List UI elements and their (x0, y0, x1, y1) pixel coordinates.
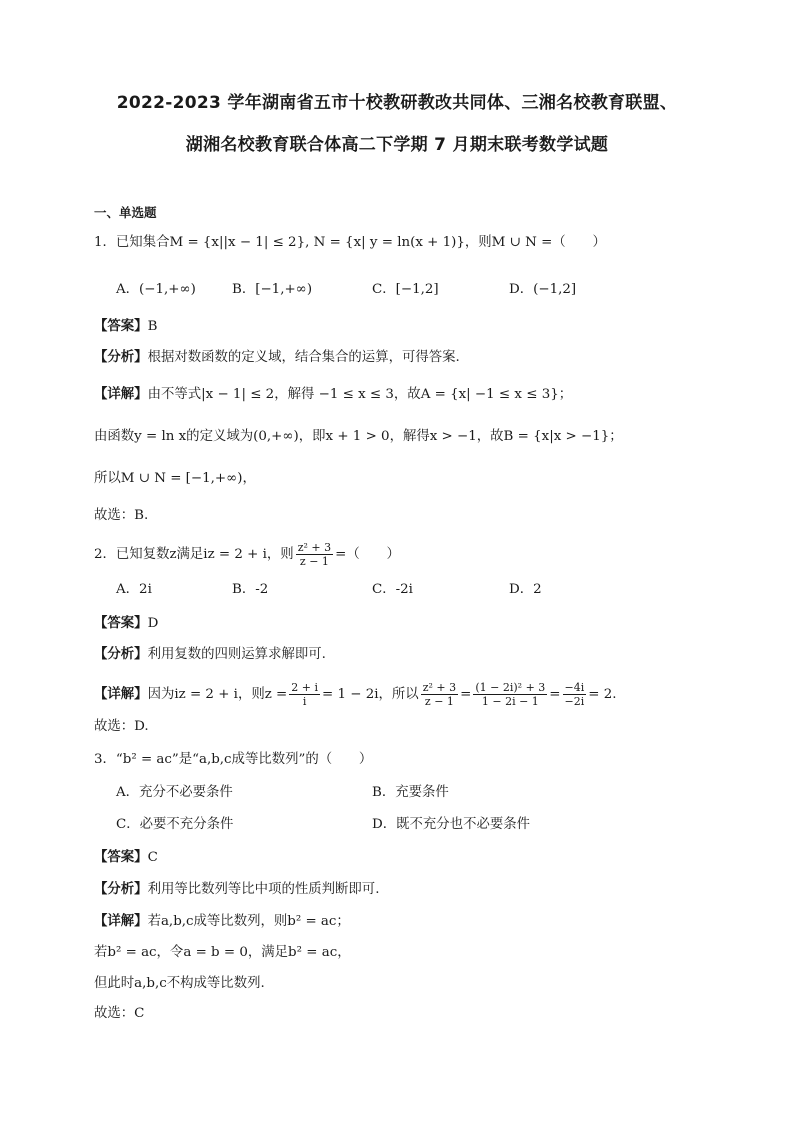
q3-answer (94, 849, 158, 867)
q3-detail-1 (94, 913, 350, 931)
detail-tag: 【详解】 (94, 687, 148, 702)
answer-value: D (147, 616, 159, 631)
q3-option-c: C．必要不充分条件 (116, 817, 234, 832)
section-heading: 一、单选题 (94, 205, 157, 220)
detail-tag: 【详解】 (94, 914, 148, 929)
document-title-line-2: 湖湘名校教育联合体高二下学期 7 月期末联考数学试题 (185, 135, 609, 155)
q3-detail-2: 若b² = ac，令a = b = 0，满足b² = ac， (94, 945, 351, 960)
analysis-tag: 【分析】 (94, 350, 148, 365)
detail-pre: 因为iz = 2 + i，则z = (147, 687, 288, 702)
q1-detail-1 (94, 386, 572, 404)
fraction-numerator: 2 + i (291, 681, 318, 694)
q1-detail-3: 所以M ∪ N = [−1,+∞)， (94, 471, 256, 486)
q1-detail-2: 由函数y = ln x的定义域为(0,+∞)，即x + 1 > 0，解得x > −1，故B = {x|x > −1}； (94, 429, 623, 444)
fraction-denominator: z − 1 (299, 555, 329, 568)
q2-detail (94, 681, 617, 708)
answer-value: B (147, 319, 158, 334)
detail-mid-2: = (460, 687, 472, 702)
q2-stem-post: =（ ） (335, 547, 400, 562)
q2-option-a: A．2i (116, 582, 152, 597)
fraction-denominator: 1 − 2i − 1 (481, 695, 539, 708)
q2-option-c: C．-2i (372, 582, 413, 597)
q3-option-b: B．充要条件 (372, 785, 449, 800)
answer-tag: 【答案】 (94, 850, 148, 865)
fraction-numerator: z² + 3 (422, 681, 457, 694)
answer-tag: 【答案】 (94, 616, 148, 631)
detail-fraction-1 (289, 681, 320, 708)
fraction-denominator: −2i (564, 695, 585, 708)
fraction-denominator: z − 1 (424, 695, 454, 708)
q2-answer (94, 615, 158, 633)
q1-answer (94, 318, 157, 336)
q1-stem: 1．已知集合M = {x||x − 1| ≤ 2}, N = {x| y = ln(x + 1)}，则M ∪ N =（ ） (94, 235, 606, 250)
q2-option-d: D．2 (509, 582, 542, 597)
analysis-tag: 【分析】 (94, 647, 148, 662)
q2-stem-fraction (296, 541, 333, 568)
detail-tag: 【详解】 (94, 387, 148, 402)
analysis-text: 利用复数的四则运算求解即可. (147, 647, 326, 662)
q2-stem (94, 541, 400, 568)
fraction-denominator: i (302, 695, 307, 708)
detail-text: 由不等式|x − 1| ≤ 2，解得 −1 ≤ x ≤ 3，故A = {x| −1 ≤ x ≤ 3}； (147, 387, 573, 402)
detail-text: 若a,b,c成等比数列，则b² = ac； (147, 914, 350, 929)
q2-analysis (94, 646, 326, 664)
answer-tag: 【答案】 (94, 319, 148, 334)
q3-conclusion: 故选：C (94, 1006, 145, 1021)
analysis-text: 利用等比数列等比中项的性质判断即可. (147, 882, 380, 897)
q3-analysis (94, 881, 379, 899)
fraction-numerator: z² + 3 (297, 541, 332, 554)
q2-stem-pre: 2．已知复数z满足iz = 2 + i，则 (94, 547, 294, 562)
q3-detail-3: 但此时a,b,c不构成等比数列. (94, 976, 265, 991)
q1-conclusion: 故选：B. (94, 508, 149, 523)
q3-option-a: A．充分不必要条件 (116, 785, 233, 800)
detail-fraction-3 (473, 681, 547, 708)
q3-option-d: D．既不充分也不必要条件 (372, 817, 531, 832)
q3-stem: 3．“b² = ac”是“a,b,c成等比数列”的（ ） (94, 752, 373, 767)
document-title-line-1: 2022-2023 学年湖南省五市十校教研教改共同体、三湘名校教育联盟、 (116, 93, 678, 113)
q1-analysis (94, 349, 460, 367)
q1-option-c: C．[−1,2] (372, 282, 439, 297)
fraction-numerator: (1 − 2i)² + 3 (475, 681, 546, 694)
analysis-text: 根据对数函数的定义域，结合集合的运算，可得答案. (147, 350, 460, 365)
detail-fraction-4 (563, 681, 587, 708)
answer-value: C (147, 850, 158, 865)
detail-mid-3: = (549, 687, 561, 702)
q1-option-a: A．(−1,+∞) (116, 282, 196, 297)
detail-end: = 2. (588, 687, 617, 702)
fraction-numerator: −4i (564, 681, 585, 694)
q1-option-d: D．(−1,2] (509, 282, 577, 297)
q2-option-b: B．-2 (232, 582, 269, 597)
detail-mid-1: = 1 − 2i，所以 (322, 687, 419, 702)
q1-option-b: B．[−1,+∞) (232, 282, 313, 297)
analysis-tag: 【分析】 (94, 882, 148, 897)
q2-conclusion: 故选：D. (94, 719, 149, 734)
detail-fraction-2 (421, 681, 458, 708)
